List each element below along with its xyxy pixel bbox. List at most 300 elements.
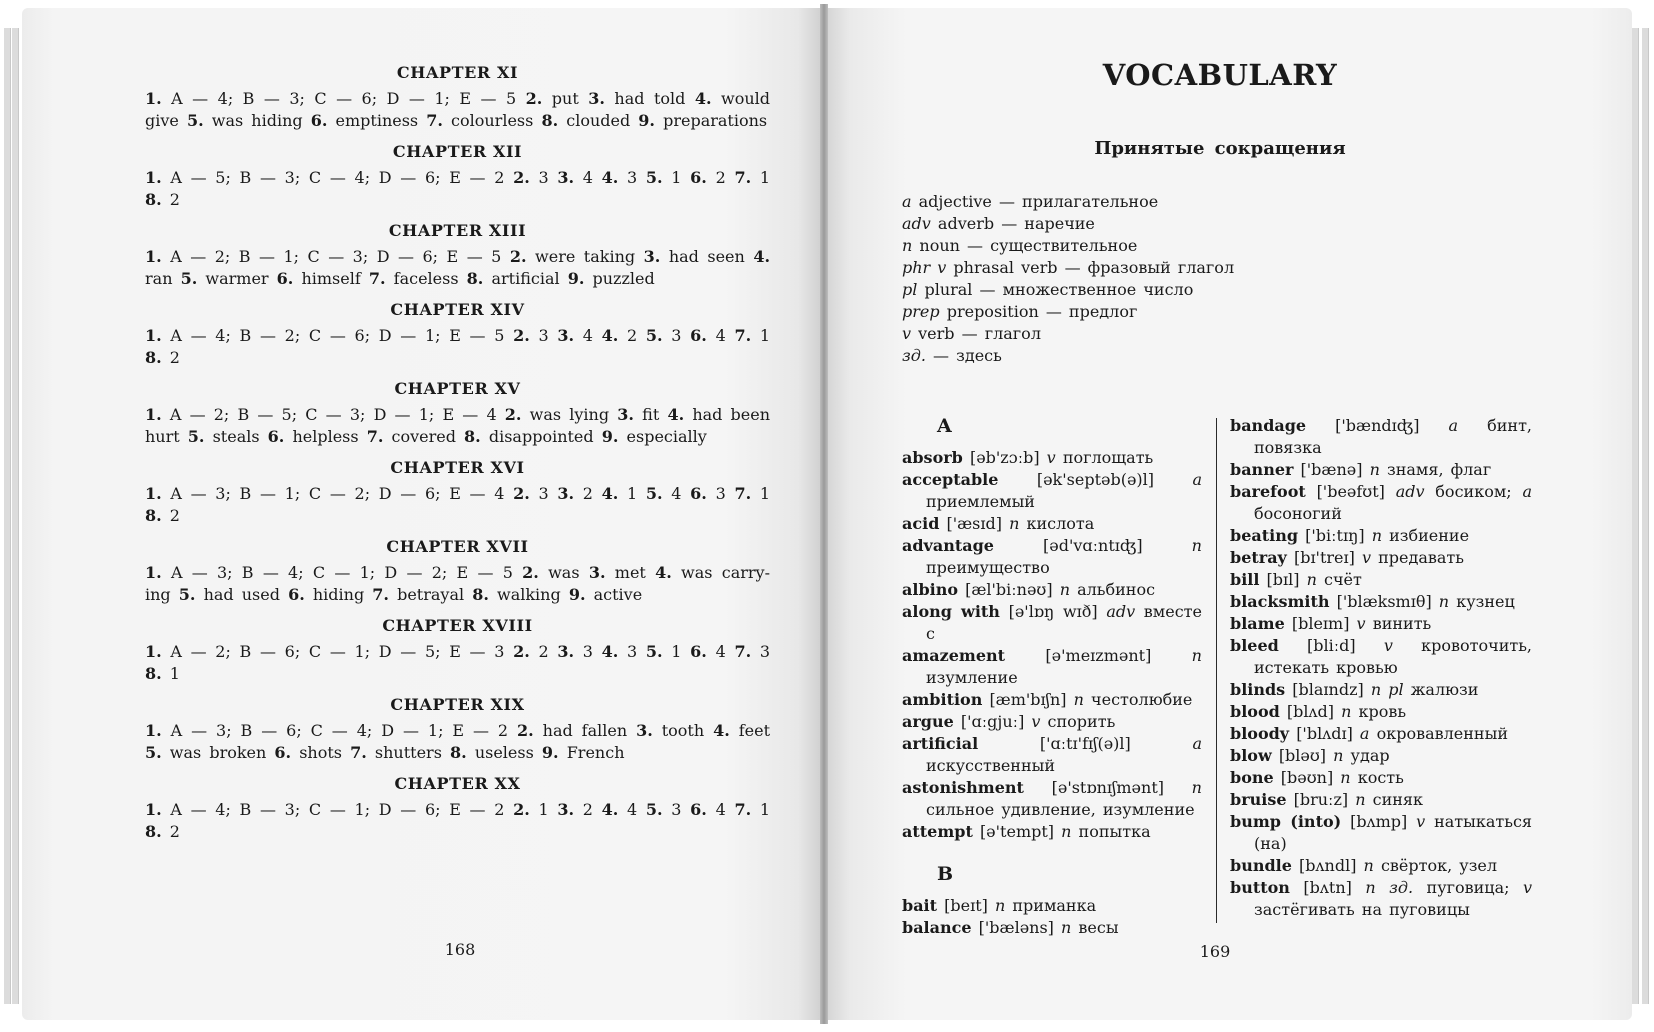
- answer-number: 5.: [645, 800, 663, 819]
- headword: attempt: [902, 822, 973, 841]
- answer-number: 4.: [713, 721, 730, 740]
- headword: along with: [902, 602, 1000, 621]
- headword: beating: [1230, 526, 1299, 545]
- part-of-speech: n: [1061, 918, 1072, 937]
- answer-text: warmer: [205, 269, 269, 288]
- answer-text: especially: [626, 427, 707, 446]
- definition: приманка: [1012, 896, 1097, 915]
- answer-text: 3: [759, 642, 771, 661]
- answer-number: 5.: [645, 326, 663, 345]
- headword: betray: [1230, 548, 1287, 567]
- definition: застёгивать на пуговицы: [1254, 900, 1470, 919]
- answer-number: 9.: [638, 111, 655, 130]
- answer-number: 4.: [601, 168, 619, 187]
- pronunciation: [bʌtn]: [1303, 878, 1352, 897]
- answer-text: 1: [169, 664, 180, 683]
- answer-number: 3.: [588, 89, 605, 108]
- vocab-entry: [902, 645, 1202, 689]
- definition: сильное удивление, изумление: [926, 800, 1195, 819]
- answer-text: active: [593, 585, 643, 604]
- definition: вместе с: [926, 602, 1202, 643]
- headword: artificial: [902, 734, 979, 753]
- pronunciation: [blʌd]: [1286, 702, 1335, 721]
- answer-key: [145, 62, 770, 852]
- definition: кровь: [1358, 702, 1407, 721]
- pronunciation: ['bæləns]: [978, 918, 1054, 937]
- answer-number: 1.: [145, 721, 162, 740]
- part-of-speech: v: [1031, 712, 1041, 731]
- answer-text: puzzled: [592, 269, 655, 288]
- definition: свёрток, узел: [1380, 856, 1498, 875]
- answer-number: 7.: [734, 484, 752, 503]
- answer-text: had been hurt: [145, 405, 771, 446]
- answer-number: 5.: [645, 168, 663, 187]
- answer-text: was carry-ing: [145, 563, 770, 604]
- part-of-speech: v: [1522, 878, 1533, 897]
- part-of-speech: a: [1192, 734, 1202, 753]
- definition: жалюзи: [1410, 680, 1479, 699]
- answer-text: were taking: [535, 247, 636, 266]
- vocab-entry: [902, 917, 1202, 939]
- answer-number: 2.: [525, 89, 543, 108]
- definition: кислота: [1026, 514, 1095, 533]
- answer-text: 2: [169, 190, 180, 209]
- answer-number: 6.: [690, 326, 707, 345]
- answer-text: 4: [715, 800, 726, 819]
- vocab-entry: [1230, 547, 1532, 569]
- part-of-speech: v: [1356, 614, 1366, 633]
- answer-number: 4.: [753, 247, 771, 266]
- definition: знамя, флаг: [1386, 460, 1492, 479]
- chapter-title: CHAPTER XVII: [386, 537, 529, 556]
- definition: приемлемый: [926, 492, 1035, 511]
- answer-number: 2.: [522, 563, 539, 582]
- chapter-title: CHAPTER XIV: [390, 300, 525, 319]
- chapter-answers: [145, 325, 770, 369]
- answer-number: 1.: [145, 563, 162, 582]
- headword: bandage: [1230, 416, 1307, 435]
- pronunciation: ['blæksmɪθ]: [1336, 592, 1432, 611]
- chapter-block: [145, 141, 770, 211]
- answer-text: 1: [759, 800, 771, 819]
- answer-text: French: [566, 743, 625, 762]
- answer-number: 4.: [694, 89, 712, 108]
- answer-number: 1.: [145, 168, 162, 187]
- headword: bruise: [1230, 790, 1287, 809]
- pronunciation: [ə'meɪzmənt]: [1045, 646, 1152, 665]
- answer-text: betrayal: [397, 585, 465, 604]
- definition: бинт, повязка: [1254, 416, 1533, 457]
- definition: честолюбие: [1091, 690, 1193, 709]
- pronunciation: [ə'tempt]: [979, 822, 1055, 841]
- pronunciation: [æm'bɪʃn]: [989, 690, 1067, 709]
- answer-text: 3: [627, 168, 638, 187]
- definition: пуговица;: [1426, 878, 1510, 897]
- section-gap: [902, 843, 1202, 863]
- chapter-title: CHAPTER XVI: [390, 458, 525, 477]
- headword: banner: [1230, 460, 1294, 479]
- answer-text: faceless: [393, 269, 459, 288]
- vocab-entry: [1230, 481, 1532, 525]
- answer-text: 3: [582, 642, 593, 661]
- answer-text: 4: [715, 326, 726, 345]
- answer-number: 9.: [541, 743, 559, 762]
- answer-number: 3.: [557, 800, 575, 819]
- vocab-entry: [902, 895, 1202, 917]
- answer-text: ran: [145, 269, 173, 288]
- answer-text: 3: [538, 168, 549, 187]
- pronunciation: ['bænə]: [1300, 460, 1363, 479]
- abbreviation: prep: [902, 302, 940, 321]
- answer-number: 5.: [186, 111, 204, 130]
- answer-number: 2.: [513, 642, 530, 661]
- headword: bone: [1230, 768, 1274, 787]
- definition: кузнец: [1456, 592, 1515, 611]
- chapter-answers: [145, 720, 770, 764]
- answer-number: 3.: [617, 405, 634, 424]
- headword: blame: [1230, 614, 1285, 633]
- headword: blinds: [1230, 680, 1286, 699]
- part-of-speech: a: [1192, 470, 1202, 489]
- pronunciation: [ək'septəb(ə)l]: [1036, 470, 1155, 489]
- definition: изумление: [926, 668, 1018, 687]
- abbreviation-row: [902, 345, 1234, 367]
- answer-text: 2: [169, 506, 180, 525]
- part-of-speech: n: [1369, 460, 1380, 479]
- answer-text: 2: [627, 326, 638, 345]
- part-of-speech: n: [1363, 856, 1374, 875]
- abbreviation-meaning: adverb — наречие: [937, 214, 1095, 233]
- chapter-block: [145, 299, 770, 369]
- answer-text: 2: [715, 168, 726, 187]
- answer-number: 5.: [145, 743, 162, 762]
- vocab-entry: [1230, 459, 1532, 481]
- answer-number: 1.: [145, 405, 162, 424]
- answer-text: was broken: [169, 743, 267, 762]
- chapter-block: [145, 457, 770, 527]
- headword: blood: [1230, 702, 1280, 721]
- answer-number: 2.: [513, 800, 530, 819]
- part-of-speech: v: [1361, 548, 1371, 567]
- headword: absorb: [902, 448, 963, 467]
- answer-number: 8.: [145, 190, 162, 209]
- answer-text: feet: [738, 721, 771, 740]
- answer-text: was lying: [529, 405, 610, 424]
- answer-text: 4: [582, 168, 593, 187]
- part-of-speech: adv: [1395, 482, 1425, 501]
- abbreviation-row: [902, 257, 1234, 279]
- answer-number: 7.: [734, 642, 752, 661]
- section-letter: B: [937, 863, 954, 885]
- answer-number: 8.: [145, 664, 162, 683]
- answer-text: 1: [671, 642, 682, 661]
- definition: винить: [1372, 614, 1432, 633]
- chapter-block: [145, 694, 770, 764]
- vocab-entry: [902, 469, 1202, 513]
- vocab-entry: [1230, 415, 1532, 459]
- answer-number: 9.: [568, 585, 586, 604]
- pronunciation: [bləʊ]: [1278, 746, 1327, 765]
- answer-number: 4.: [601, 326, 619, 345]
- answer-text: 3: [627, 642, 638, 661]
- abbreviation-row: [902, 301, 1234, 323]
- pronunciation: ['ɑːgjuː]: [960, 712, 1025, 731]
- definition: альбинос: [1077, 580, 1156, 599]
- pronunciation: [bɪl]: [1266, 570, 1300, 589]
- answer-text: A — 4; B — 3; C — 6; D — 1; E — 5: [171, 89, 517, 108]
- headword: bump (into): [1230, 812, 1342, 831]
- answer-number: 8.: [466, 269, 484, 288]
- answer-number: 4.: [601, 800, 619, 819]
- part-of-speech: n pl: [1370, 680, 1404, 699]
- part-of-speech: n: [1438, 592, 1450, 611]
- answer-text: A — 3; B — 6; C — 4; D — 1; E — 2: [170, 721, 509, 740]
- part-of-speech: a: [1522, 482, 1532, 501]
- answer-number: 7.: [426, 111, 443, 130]
- answer-text: 1: [627, 484, 638, 503]
- part-of-speech: n: [1371, 526, 1383, 545]
- right-page-edge: [1632, 28, 1639, 1004]
- part-of-speech: n: [1009, 514, 1020, 533]
- answer-number: 1.: [145, 326, 162, 345]
- answer-number: 7.: [368, 269, 386, 288]
- abbreviation-meaning: verb — глагол: [918, 324, 1041, 343]
- answer-number: 9.: [601, 427, 619, 446]
- definition: синяк: [1372, 790, 1423, 809]
- answer-number: 1.: [145, 642, 162, 661]
- vocabulary-title: VOCABULARY: [1102, 58, 1338, 92]
- headword: acid: [902, 514, 940, 533]
- answer-text: A — 2; B — 5; C — 3; D — 1; E — 4: [169, 405, 497, 424]
- part-of-speech: n: [1061, 822, 1072, 841]
- vocab-entry: [1230, 701, 1532, 723]
- part-of-speech: n: [1191, 646, 1202, 665]
- definition: преимущество: [926, 558, 1050, 577]
- answer-number: 7.: [734, 168, 752, 187]
- pronunciation: ['ɑːtɪ'fɪʃ(ə)l]: [1039, 734, 1131, 753]
- headword: albino: [902, 580, 959, 599]
- answer-number: 3.: [557, 484, 575, 503]
- chapter-block: [145, 615, 770, 685]
- answer-text: helpless: [292, 427, 359, 446]
- answer-text: had told: [614, 89, 686, 108]
- definition: искусственный: [926, 756, 1056, 775]
- vocab-entry: [1230, 591, 1532, 613]
- abbreviation-meaning: — здесь: [933, 346, 1002, 365]
- answer-text: A — 2; B — 6; C — 1; D — 5; E — 3: [170, 642, 505, 661]
- answer-text: 1: [759, 484, 771, 503]
- left-page-edge: [4, 28, 11, 1004]
- abbreviation: a: [902, 192, 912, 211]
- answer-text: 2: [169, 822, 180, 841]
- answer-text: shutters: [374, 743, 442, 762]
- headword: blacksmith: [1230, 592, 1330, 611]
- answer-number: 1.: [145, 484, 162, 503]
- answer-text: disappointed: [488, 427, 594, 446]
- vocab-entry: [1230, 811, 1532, 855]
- part-of-speech: n: [1333, 746, 1344, 765]
- answer-number: 8.: [541, 111, 559, 130]
- answer-text: had used: [203, 585, 280, 604]
- pronunciation: [bʌmp]: [1350, 812, 1408, 831]
- answer-text: 3: [671, 800, 682, 819]
- definition: избиение: [1389, 526, 1470, 545]
- answer-text: met: [614, 563, 646, 582]
- vocab-entry: [902, 821, 1202, 843]
- chapter-answers: [145, 167, 770, 211]
- abbreviation-row: [902, 213, 1234, 235]
- part-of-speech: n: [994, 896, 1006, 915]
- definition: окровавленный: [1376, 724, 1508, 743]
- vocab-entry: [1230, 569, 1532, 591]
- answer-text: hiding: [312, 585, 365, 604]
- answer-number: 6.: [690, 642, 707, 661]
- pronunciation: [blaɪndz]: [1292, 680, 1364, 699]
- definition: удар: [1350, 746, 1390, 765]
- part-of-speech: n зд.: [1365, 878, 1414, 897]
- definition: спорить: [1047, 712, 1116, 731]
- answer-text: 4: [715, 642, 726, 661]
- chapter-title: CHAPTER XVIII: [382, 616, 533, 635]
- definition: поглощать: [1062, 448, 1154, 467]
- answer-text: clouded: [566, 111, 631, 130]
- answer-number: 3.: [588, 563, 606, 582]
- definition: натыкаться (на): [1254, 812, 1533, 853]
- answer-text: 3: [538, 484, 549, 503]
- headword: button: [1230, 878, 1290, 897]
- headword: argue: [902, 712, 954, 731]
- vocab-entry: [902, 777, 1202, 821]
- pronunciation: [əb'zɔːb]: [969, 448, 1040, 467]
- answer-text: A — 4; B — 2; C — 6; D — 1; E — 5: [170, 326, 505, 345]
- headword: balance: [902, 918, 972, 937]
- part-of-speech: n: [1340, 768, 1351, 787]
- answer-number: 2.: [517, 721, 534, 740]
- vocab-entry: [1230, 767, 1532, 789]
- headword: ambition: [902, 690, 983, 709]
- answer-number: 4.: [667, 405, 685, 424]
- abbreviation-row: [902, 235, 1234, 257]
- pronunciation: [bliːd]: [1307, 636, 1356, 655]
- answer-number: 2.: [513, 484, 530, 503]
- answer-text: 2: [582, 484, 593, 503]
- answer-text: A — 3; B — 4; C — 1; D — 2; E — 5: [170, 563, 513, 582]
- vocab-column-left: [902, 415, 1202, 939]
- headword: bloody: [1230, 724, 1290, 743]
- vocab-entry: [1230, 635, 1532, 679]
- column-divider: [1216, 418, 1217, 923]
- answer-text: A — 2; B — 1; C — 3; D — 6; E — 5: [170, 247, 502, 266]
- abbreviations-list: [902, 191, 1234, 367]
- vocab-entry: [902, 711, 1202, 733]
- answer-number: 2.: [509, 247, 527, 266]
- answer-text: shots: [299, 743, 343, 762]
- vocab-column-right: [1230, 415, 1532, 921]
- vocab-entry: [1230, 877, 1532, 921]
- answer-number: 2.: [504, 405, 522, 424]
- pronunciation: ['bændɪʤ]: [1335, 416, 1420, 435]
- answer-text: was hiding: [211, 111, 303, 130]
- answer-number: 6.: [274, 743, 292, 762]
- chapter-answers: [145, 404, 770, 448]
- abbreviation: зд.: [902, 346, 926, 365]
- chapter-block: [145, 62, 770, 132]
- answer-text: fit: [642, 405, 660, 424]
- abbreviation-meaning: noun — существительное: [919, 236, 1138, 255]
- chapter-answers: [145, 641, 770, 685]
- part-of-speech: adv: [1106, 602, 1136, 621]
- answer-text: 4: [582, 326, 593, 345]
- abbreviation: v: [902, 324, 912, 343]
- vocab-entry: [1230, 525, 1532, 547]
- book-spine: [820, 4, 828, 1024]
- answer-text: preparations: [663, 111, 768, 130]
- pronunciation: [æl'biːnəʊ]: [965, 580, 1053, 599]
- answer-text: had fallen: [542, 721, 628, 740]
- answer-text: 4: [671, 484, 682, 503]
- vocab-entry: [1230, 789, 1532, 811]
- vocab-entry: [1230, 613, 1532, 635]
- chapter-answers: [145, 88, 770, 132]
- abbreviation-row: [902, 279, 1234, 301]
- answer-number: 7.: [734, 800, 752, 819]
- definition: весы: [1078, 918, 1119, 937]
- answer-text: 1: [759, 168, 771, 187]
- definition: кость: [1357, 768, 1404, 787]
- part-of-speech: v: [1383, 636, 1393, 655]
- headword: acceptable: [902, 470, 999, 489]
- answer-number: 4.: [601, 642, 619, 661]
- answer-text: useless: [474, 743, 534, 762]
- chapter-block: [145, 773, 770, 843]
- chapter-title: CHAPTER XV: [394, 379, 521, 398]
- part-of-speech: n: [1059, 580, 1070, 599]
- answer-number: 6.: [276, 269, 294, 288]
- answer-number: 5.: [180, 269, 198, 288]
- definition: кровоточить, истекать кровью: [1254, 636, 1532, 677]
- answer-number: 6.: [690, 168, 707, 187]
- chapter-answers: [145, 799, 770, 843]
- part-of-speech: n: [1306, 570, 1317, 589]
- abbreviation-meaning: plural — множественное число: [924, 280, 1194, 299]
- answer-number: 3.: [557, 168, 575, 187]
- chapter-title: CHAPTER XIX: [390, 695, 525, 714]
- answer-text: had seen: [668, 247, 745, 266]
- answer-text: 2: [538, 642, 549, 661]
- answer-number: 7.: [734, 326, 752, 345]
- answer-number: 7.: [372, 585, 389, 604]
- pronunciation: [bɪ'treɪ]: [1293, 548, 1355, 567]
- part-of-speech: n: [1191, 778, 1202, 797]
- vocab-entry: [1230, 679, 1532, 701]
- abbreviation: n: [902, 236, 913, 255]
- answer-number: 5.: [645, 484, 663, 503]
- answer-number: 8.: [450, 743, 467, 762]
- answer-text: was: [548, 563, 580, 582]
- answer-number: 8.: [145, 822, 162, 841]
- answer-text: 2: [169, 348, 180, 367]
- abbreviation-meaning: adjective — прилагательное: [918, 192, 1159, 211]
- answer-text: walking: [497, 585, 561, 604]
- left-page-edge: [12, 28, 19, 1004]
- answer-text: 3: [671, 326, 682, 345]
- headword: bait: [902, 896, 938, 915]
- part-of-speech: n: [1191, 536, 1202, 555]
- answer-number: 8.: [145, 506, 162, 525]
- chapter-title: CHAPTER XII: [392, 142, 523, 161]
- part-of-speech: n: [1355, 790, 1366, 809]
- pronunciation: [bʌndl]: [1299, 856, 1357, 875]
